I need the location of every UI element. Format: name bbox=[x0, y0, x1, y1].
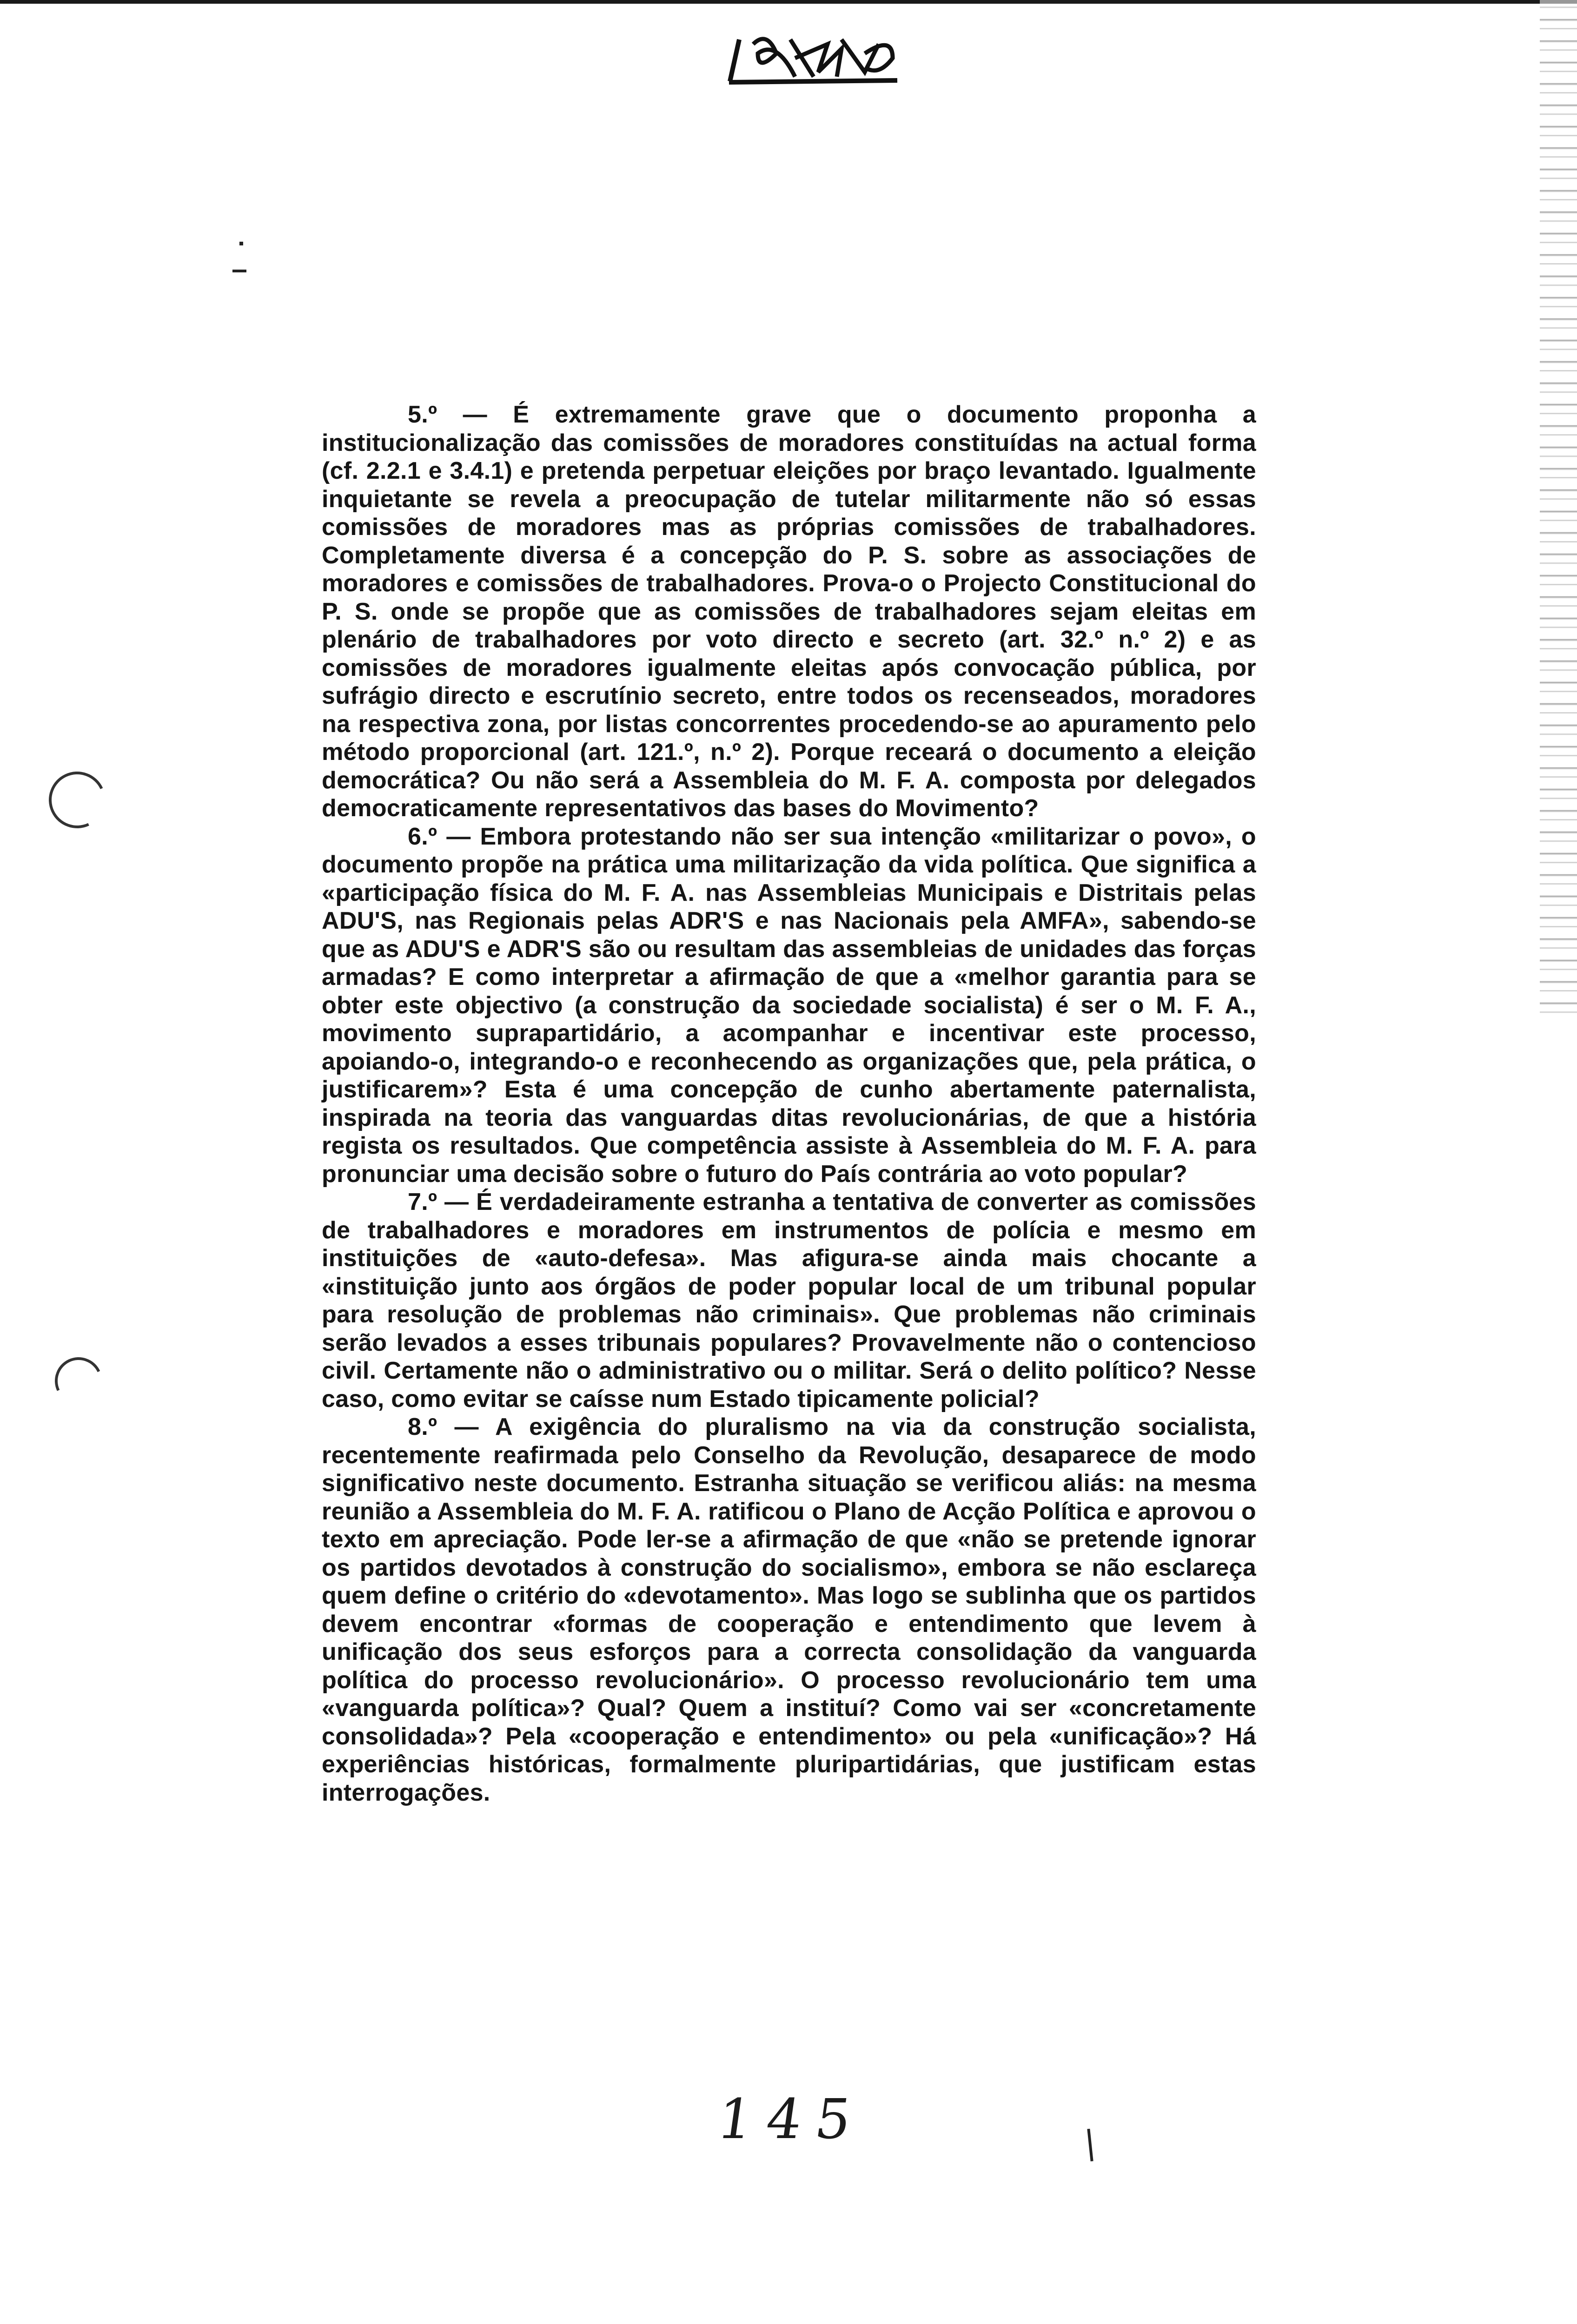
stray-mark bbox=[1087, 2129, 1093, 2161]
paragraph-5: 5.º — É extremamente grave que o documento proponha a institucionalização das comissões de moradores constituídas na actual forma (cf. 2.2.1 e 3.4.1) e pretenda perpetuar eleições por braço levantado. Igualmente inquietante se revela a preocupação de tutelar militarmente não só essas comissões de moradores mas as próprias comissões de trabalhadores. Completamente diversa é a concepção do P. S. sobre as associações de moradores e comissões de trabalhadores. Prova-o o Projecto Constitucional do P. S. onde se propõe que as comissões de trabalhadores sejam eleitas em plenário de trabalhadores por voto directo e secreto (art. 32.º n.º 2) e as comissões de moradores igualmente eleitas após convocação pública, por sufrágio directo e escrutínio secreto, entre todos os recenseados, moradores na respectiva zona, por listas concorrentes procedendo-se ao apuramento pelo método proporcional (art. 121.º, n.º 2). Porque receará o documento a eleição democrática? Ou não será a Assembleia do M. F. A. composta por delegados democraticamente representativos das bases do Movimento? bbox=[322, 401, 1256, 822]
paragraph-6: 6.º — Embora protestando não ser sua intenção «militarizar o povo», o documento propõe na prática uma militarização da vida política. Que significa a «participação física do M. F. A. nas Assembleias Municipais e Distritais pelas ADU'S, nas Regionais pelas ADR'S e nas Nacionais pela AMFA», sabendo-se que as ADU'S e ADR'S são ou resultam das assembleias de unidades das forças armadas? E como interpretar a afirmação de que a «melhor garantia para se obter este objectivo (a construção da sociedade socialista) é ser o M. F. A., movimento suprapartidário, a acompanhar e incentivar este processo, apoiando-o, integrando-o e reconhecendo as organizações que, pela prática, o justificarem»? Esta é uma concepção de cunho abertamente paternalista, inspirada na teoria das vanguardas ditas revolucionárias, de que a história regista os resultados. Que competência assiste à Assembleia do M. F. A. para pronunciar uma decisão sobre o futuro do País contrária ao voto popular? bbox=[322, 823, 1256, 1188]
paragraph-7: 7.º — É verdadeiramente estranha a tentativa de converter as comissões de trabalhadores e moradores em instrumentos de polícia e mesmo em instituições de «auto-defesa». Mas afigura-se ainda mais chocante a «instituição junto aos órgãos de poder popular local de um tribunal popular para resolução de problemas não criminais». Que problemas não criminais serão levados a esses tribunais populares? Provavelmente não o contencioso civil. Certamente não o administrativo ou o militar. Será o delito político? Nesse caso, como evitar se caísse num Estado tipicamente policial? bbox=[322, 1188, 1256, 1413]
handwritten-stamp bbox=[725, 26, 902, 91]
scan-edge-noise bbox=[1540, 0, 1577, 1023]
margin-dash bbox=[232, 270, 246, 272]
handwritten-page-number: 145 bbox=[713, 2087, 869, 2151]
document-body bbox=[322, 401, 1256, 1807]
margin-tick bbox=[239, 242, 243, 245]
punch-hole-mark bbox=[48, 1351, 109, 1412]
punch-hole-mark bbox=[41, 764, 113, 836]
stamp-text bbox=[725, 26, 902, 91]
paragraph-8: 8.º — A exigência do pluralismo na via da construção socialista, recentemente reafirmada pelo Conselho da Revolução, desaparece de modo significativo neste documento. Estranha situação se verificou aliás: na mesma reunião a Assembleia do M. F. A. ratificou o Plano de Acção Política e aprovou o texto em apreciação. Pode ler-se a afirmação de que «não se pretende ignorar os partidos devotados à construção do socialismo», embora se não esclareça quem define o critério do «devotamento». Mas logo se sublinha que os partidos devem encontrar «formas de cooperação e entendimento que levem à unificação dos seus esforços para a correcta consolidação da vanguarda política do processo revolucionário». O processo revolucionário tem uma «vanguarda política»? Qual? Quem a instituí? Como vai ser «concretamente consolidada»? Pela «cooperação e entendimento» ou pela «unificação»? Há experiências históricas, formalmente pluripartidárias, que justificam estas interrogações. bbox=[322, 1413, 1256, 1806]
scan-top-border bbox=[0, 0, 1577, 4]
